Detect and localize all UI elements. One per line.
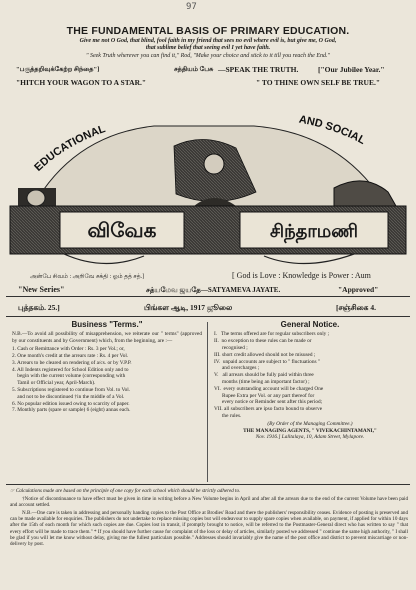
tamil-sub-motto: அன்பே சிவம் : அறிவே சக்தி : ஓம் தத் சத்.] — [30, 274, 145, 280]
banner-title-left: விவேக — [87, 218, 157, 242]
business-term-item: 6. No popular edition issued owing to scarcity of paper. — [12, 400, 130, 407]
general-notice-item: III. short credit allowed should not be misused ; — [214, 351, 316, 358]
general-notice-item: VI. every outstanding account will be charged One — [214, 385, 324, 392]
quote-line-1: Give me not O God, that blind, fool faith in my friend that sees no evil where evil is, but give me, O God, — [79, 38, 337, 44]
business-term-item: 2. One month's credit at the arrears rate : Rs. 4 per Vol. — [12, 353, 129, 360]
general-notice-item: V. all arrears should be fully paid within three — [214, 372, 314, 379]
volume-number: புத்தகம். 25.] — [18, 303, 60, 312]
general-notice-item: the rules. — [214, 412, 242, 419]
banner-title-right: சிந்தாமணி — [269, 221, 359, 242]
speak-truth-motto: —SPEAK THE TRUTH. — [218, 65, 299, 74]
business-terms-heading: Business "Terms." — [71, 320, 143, 329]
general-notice-item: VII. all subscribers are ipso facto bound to observe — [214, 406, 323, 413]
discontinuance-note: †Notice of discontinuance to have effect must be given in time in writing before a New Volume begins in April and after all the arrears due to the end of the current Volume have been paid and account settled. — [10, 496, 408, 509]
agent-address: Nov. 1916.] Lalitalaya, 10, Adam Street, Mylapore. — [255, 434, 365, 441]
handwritten-page-number: 97 — [186, 2, 197, 12]
business-term-item: Tamil or Official year, April-March). — [12, 380, 96, 387]
general-notice-item: I. The terms offered are for regular subscribers only ; — [214, 331, 330, 338]
general-notice-item: IV. unpaid accounts are subject to " fluctuations " — [214, 358, 321, 365]
jubilee-year: ["Our Jubilee Year." — [318, 65, 385, 74]
business-term-item: 3. Arrears to be cleared on rendering of a/cs. or by V.P.P. — [12, 359, 132, 366]
new-series-label: "New Series" — [18, 285, 65, 294]
business-term-item: 1. Cash or Remittance with Order : Rs. 3 per Vol.; or, — [12, 346, 125, 353]
approved-label: "Approved" — [338, 285, 379, 294]
quote-line-2: that sublime belief that seeing evil I yet have faith. — [145, 45, 271, 51]
general-notice-item: II. no exception to these rules can be made or — [214, 338, 312, 345]
general-notice-item: recognised ; — [214, 345, 248, 351]
general-notice-list — [214, 331, 406, 419]
general-notice-item: every notice or Reminder sent after this period; — [214, 399, 323, 406]
general-notice-heading: General Notice. — [280, 320, 340, 329]
business-terms-intro: N.B.—To avoid all possibility of misapprehension, we reiterate our " terms" (approved by our constituents and by Government) which, from the beginning, are :— — [12, 331, 202, 344]
arc-educational: EDUCATIONAL — [32, 123, 108, 174]
god-is-love-motto: [ God is Love : Knowledge is Power : Aum — [232, 271, 371, 280]
masthead-illustration — [4, 106, 412, 274]
general-notice-item: and overcharges ; — [214, 365, 260, 372]
motto-thine-own-self: " TO THINE OWN SELF BE TRUE." — [256, 78, 380, 87]
general-notice-item: Rupee Extra per Vol. or any part thereof for — [214, 392, 315, 399]
main-title: THE FUNDAMENTAL BASIS OF PRIMARY EDUCATION. — [66, 25, 350, 37]
business-term-item: 5. Subscriptions registered to continue from Vol. to Vol. — [12, 387, 131, 393]
general-notice-item: months (time being an important factor) ; — [214, 378, 310, 385]
business-term-item: begin with the current volume (corresponding with — [12, 373, 126, 380]
general-notice-column — [214, 322, 406, 441]
satyameva-jayate: சத்யமேவ ஜயதே—SATYAMEVA JAYATE. — [146, 286, 281, 294]
business-term-item: 7. Monthly parts (spare or sample) 6 (eight) annas each. — [12, 407, 131, 414]
tamil-motto-left: "பகுத்தறிவுக்கேற்ற சிந்தை"] — [16, 66, 100, 73]
managing-agents: THE MANAGING AGENTS, " VIVEKACHINTAMANI," — [243, 427, 377, 434]
business-terms-list — [12, 346, 202, 414]
business-term-item: 4. All Indents registered for School Edition only and to — [12, 366, 129, 373]
motto-hitch-wagon: "HITCH YOUR WAGON TO A STAR." — [16, 78, 147, 87]
masthead-banner — [4, 106, 412, 274]
tamil-motto-mid: சத்தியம் பேசு — [174, 66, 214, 73]
calculation-note: ☞ Calculations made are based on the principle of one copy for each school which should be strictly adhered to. — [10, 488, 241, 494]
postal-note: N.B.—One care is taken in addressing and personally handing copies to the Post Office at Brodies' Road and there the publishers' responsibility ceases. Evidence of posting is preserved and can be made available for enquiries. The publishers do not undertake to replace missing copies but will endeavour to supply spare copies when available, on payment, if applied for within 10 days after the 15th of each month for which such copies are due. Copies lost in transit, if promptly brought to notice, will be referred to the Postmaster-General direct who has written to say " that every effort will be made to trace them." * If you should have further cause for complaint of the loss or delay of articles, similarly posted we addressed " continue the same high authority, " I shall be glad if you will let me know without delay, giving me the fullest particulars possible." Addresses should invariably give the name of the post office and district to prevent miscarriage or non-delivery by post. — [10, 510, 408, 548]
committee-order: (By Order of the Managing Committee.) — [267, 421, 353, 428]
quote-line-3: " Seek Truth wherever you can find it," Rod, "Make your choice and stick to it till you reach the End." — [85, 53, 331, 59]
issue-date: பிங்கள ஆடி, 1917 ஜூலை — [144, 303, 233, 312]
arc-and-social: AND SOCIAL — [297, 113, 368, 148]
business-terms-column — [12, 322, 202, 414]
issue-number: [சஞ்சிகை 4. — [336, 303, 376, 312]
business-term-item: and not to be discontinued †in the middle of a Vol. — [12, 393, 125, 400]
